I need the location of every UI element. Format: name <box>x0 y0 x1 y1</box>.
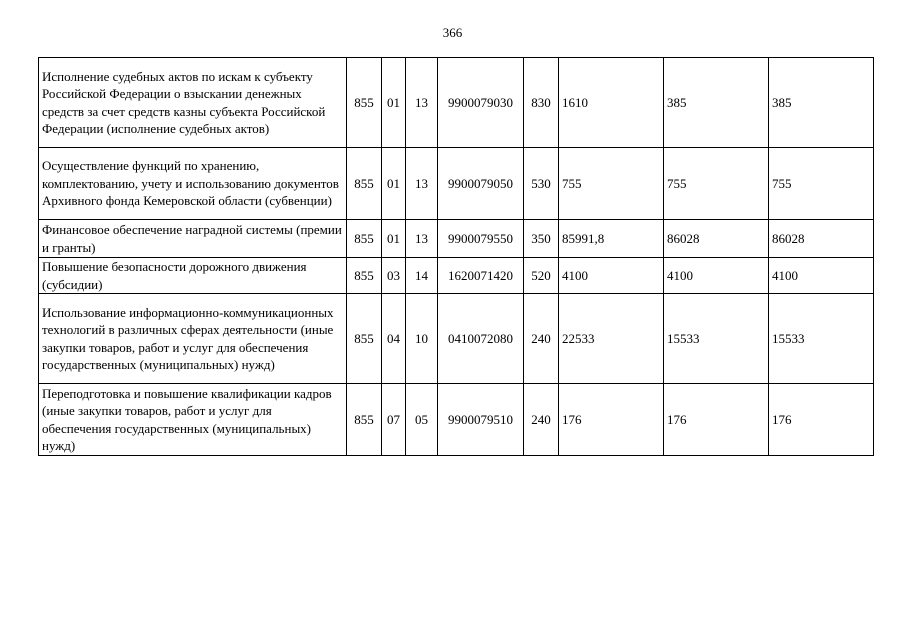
admin-code: 855 <box>347 148 382 220</box>
amount-year-3: 15533 <box>769 294 874 384</box>
subsection-code: 13 <box>406 220 438 258</box>
section-code: 01 <box>382 220 406 258</box>
amount-year-3: 4100 <box>769 258 874 294</box>
amount-year-1: 22533 <box>559 294 664 384</box>
table-row <box>39 384 874 456</box>
admin-code: 855 <box>347 384 382 456</box>
table-row <box>39 294 874 384</box>
row-name: Исполнение судебных актов по искам к субъекту Российской Федерации о взыскании денежных средств за счет средств казны субъекта Российской Федерации (исполнение судебных актов) <box>39 58 347 148</box>
section-code: 01 <box>382 148 406 220</box>
row-name: Повышение безопасности дорожного движения (субсидии) <box>39 258 347 294</box>
subsection-code: 10 <box>406 294 438 384</box>
section-code: 03 <box>382 258 406 294</box>
budget-table <box>38 57 874 456</box>
expense-type-code: 520 <box>524 258 559 294</box>
table-row <box>39 148 874 220</box>
section-code: 07 <box>382 384 406 456</box>
row-name: Переподготовка и повышение квалификации кадров (иные закупки товаров, работ и услуг для обеспечения государственных (муниципальных) нужд) <box>39 384 347 456</box>
amount-year-2: 176 <box>664 384 769 456</box>
table-row <box>39 58 874 148</box>
target-article-code: 9900079510 <box>438 384 524 456</box>
admin-code: 855 <box>347 58 382 148</box>
amount-year-3: 755 <box>769 148 874 220</box>
section-code: 01 <box>382 58 406 148</box>
admin-code: 855 <box>347 258 382 294</box>
subsection-code: 14 <box>406 258 438 294</box>
amount-year-1: 755 <box>559 148 664 220</box>
row-name: Использование информационно-коммуникационных технологий в различных сферах деятельности (иные закупки товаров, работ и услуг для обеспечения государственных (муниципальных) нужд) <box>39 294 347 384</box>
amount-year-3: 86028 <box>769 220 874 258</box>
expense-type-code: 350 <box>524 220 559 258</box>
amount-year-2: 4100 <box>664 258 769 294</box>
amount-year-2: 15533 <box>664 294 769 384</box>
target-article-code: 9900079050 <box>438 148 524 220</box>
amount-year-2: 755 <box>664 148 769 220</box>
amount-year-3: 176 <box>769 384 874 456</box>
subsection-code: 13 <box>406 58 438 148</box>
page-number: 366 <box>442 25 463 40</box>
admin-code: 855 <box>347 220 382 258</box>
table-row <box>39 258 874 294</box>
subsection-code: 05 <box>406 384 438 456</box>
amount-year-1: 176 <box>559 384 664 456</box>
expense-type-code: 830 <box>524 58 559 148</box>
amount-year-2: 385 <box>664 58 769 148</box>
target-article-code: 0410072080 <box>438 294 524 384</box>
expense-type-code: 240 <box>524 294 559 384</box>
target-article-code: 9900079550 <box>438 220 524 258</box>
amount-year-1: 4100 <box>559 258 664 294</box>
admin-code: 855 <box>347 294 382 384</box>
amount-year-1: 1610 <box>559 58 664 148</box>
table-row <box>39 220 874 258</box>
amount-year-3: 385 <box>769 58 874 148</box>
target-article-code: 9900079030 <box>438 58 524 148</box>
expense-type-code: 240 <box>524 384 559 456</box>
row-name: Осуществление функций по хранению, комплектованию, учету и использованию документов Архивного фонда Кемеровской области (субвенции) <box>39 148 347 220</box>
subsection-code: 13 <box>406 148 438 220</box>
amount-year-1: 85991,8 <box>559 220 664 258</box>
target-article-code: 1620071420 <box>438 258 524 294</box>
amount-year-2: 86028 <box>664 220 769 258</box>
expense-type-code: 530 <box>524 148 559 220</box>
section-code: 04 <box>382 294 406 384</box>
row-name: Финансовое обеспечение наградной системы (премии и гранты) <box>39 220 347 258</box>
